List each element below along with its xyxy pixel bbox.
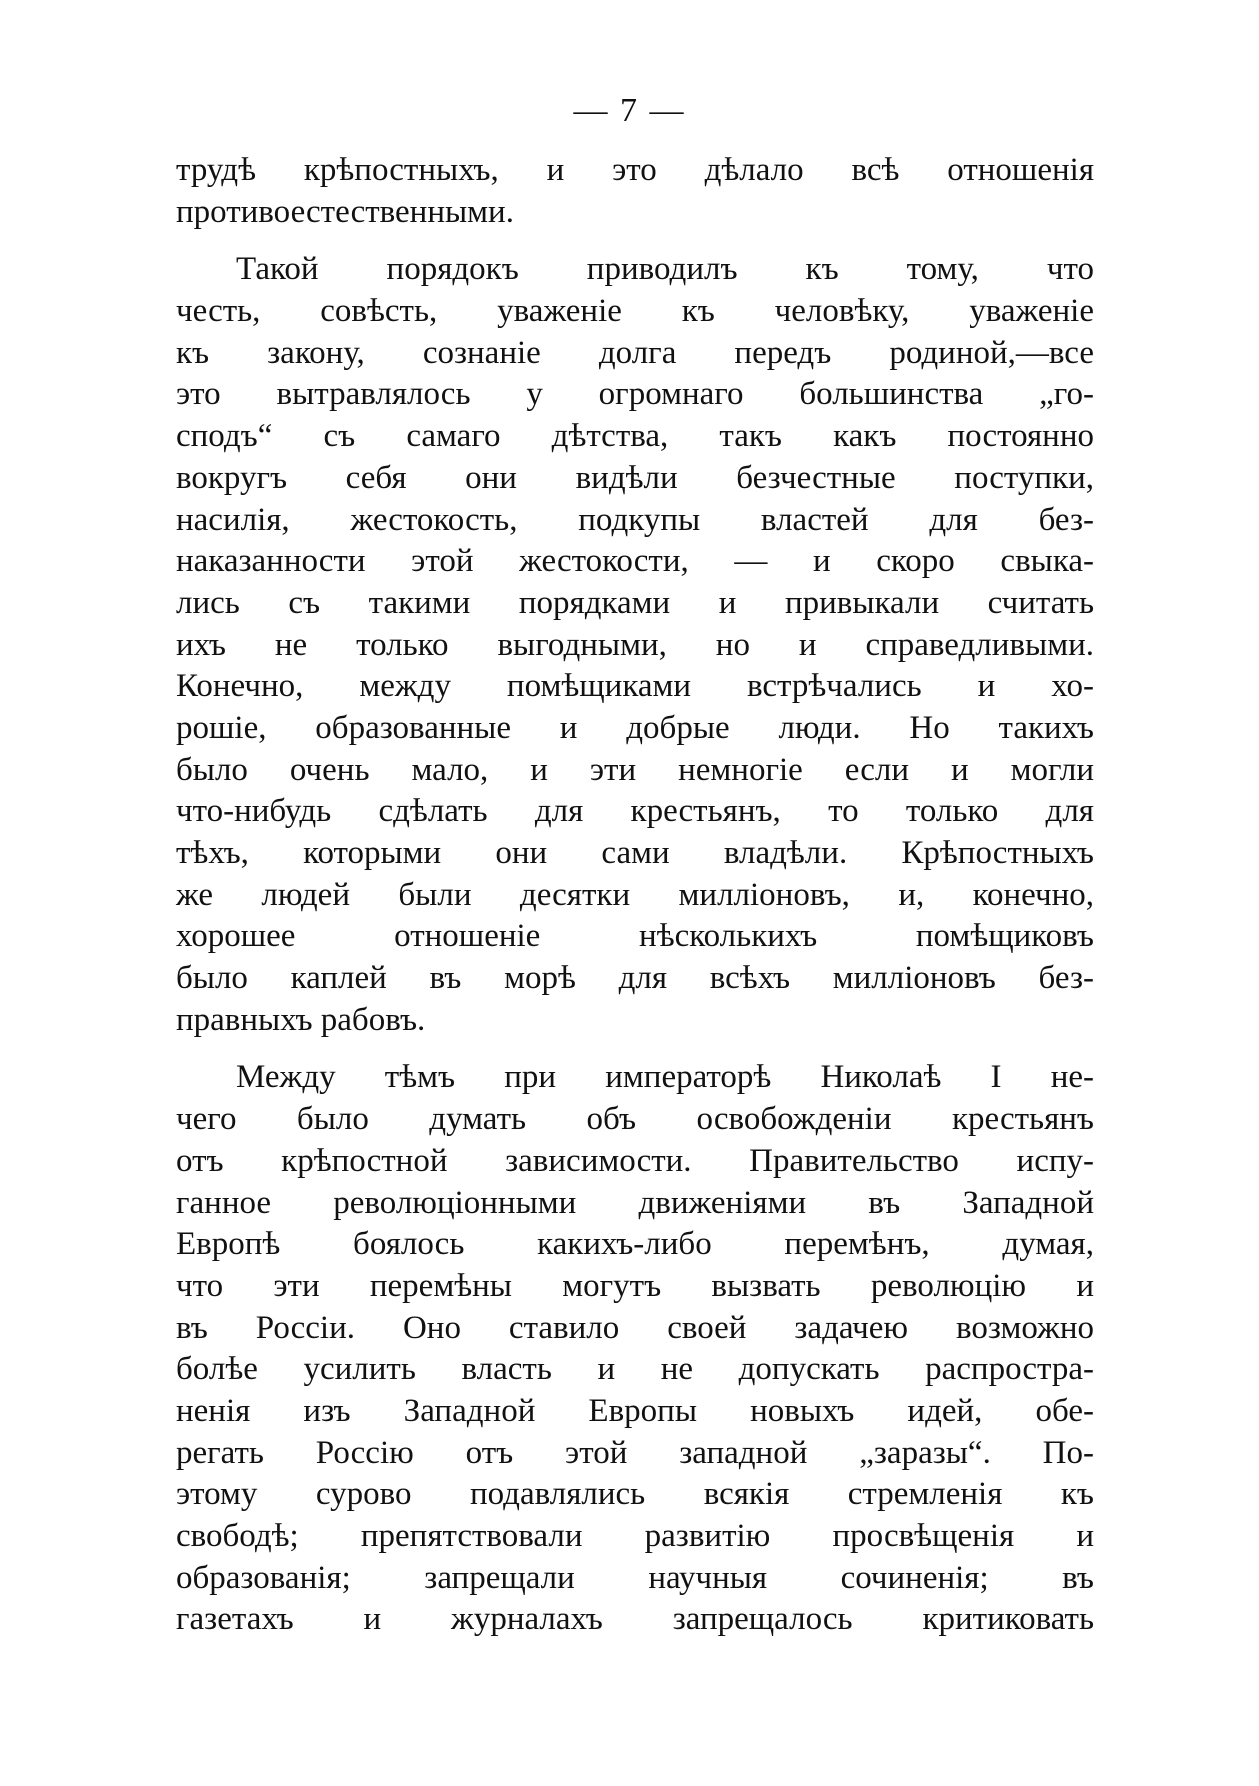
text-line: свободѣ; препятствовали развитію просвѣщенія и	[176, 1518, 1094, 1554]
body-text	[176, 150, 1094, 1641]
text-line: отъ крѣпостной зависимости. Правительство испу-	[176, 1142, 1094, 1179]
text-line: чего было думать объ освобожденіи крестьянъ	[176, 1101, 1094, 1138]
text-line: ганное революціонными движеніями въ Западной	[176, 1184, 1094, 1221]
text-line: болѣе усилить власть и не допускать распростра-	[176, 1351, 1094, 1388]
text-line: хорошее отношеніе нѣсколькихъ помѣщиковъ	[176, 918, 1094, 955]
text-line: честь, совѣсть, уваженіе къ человѣку, уваженіе	[176, 293, 1094, 330]
text-line: регать Россію отъ этой западной „заразы“. По-	[176, 1434, 1094, 1471]
text-line: правныхъ рабовъ.	[176, 1001, 426, 1038]
text-line: рошіе, образованные и добрые люди. Но такихъ	[176, 709, 1094, 746]
text-line: что-нибудь сдѣлать для крестьянъ, то только для	[176, 793, 1094, 830]
text-line: Конечно, между помѣщиками встрѣчались и хо-	[176, 668, 1094, 705]
text-line: трудѣ крѣпостныхъ, и это дѣлало всѣ отношенія	[176, 152, 1094, 188]
page-number: — 7 —	[573, 92, 686, 129]
text-line: было каплей въ морѣ для всѣхъ милліоновъ без-	[176, 960, 1094, 997]
paragraph	[176, 1057, 1094, 1641]
text-line: было очень мало, и эти немногіе если и могли	[176, 751, 1094, 788]
text-line: ненія изъ Западной Европы новыхъ идей, обе-	[176, 1392, 1094, 1429]
text-line: противоестественными.	[176, 193, 514, 230]
text-line: въ Россіи. Оно ставило своей задачею возможно	[176, 1309, 1094, 1346]
text-line: ихъ не только выгодными, но и справедливыми.	[176, 626, 1094, 663]
text-line: Между тѣмъ при императорѣ Николаѣ I не-	[236, 1059, 1094, 1096]
text-line: наказанности этой жестокости, — и скоро свыка-	[176, 543, 1094, 580]
text-line: насилія, жестокость, подкупы властей для без-	[176, 501, 1094, 538]
text-line: это вытравлялось у огромнаго большинства „го-	[176, 376, 1094, 413]
text-line: тѣхъ, которыми они сами владѣли. Крѣпостныхъ	[176, 835, 1094, 871]
text-line: газетахъ и журналахъ запрещалось критиковать	[176, 1601, 1094, 1638]
text-line: Европѣ боялось какихъ-либо перемѣнъ, думая,	[176, 1226, 1094, 1263]
text-line: что эти перемѣны могутъ вызвать революцію и	[176, 1267, 1094, 1304]
text-line: образованія; запрещали научныя сочиненія; въ	[176, 1559, 1094, 1596]
text-line: этому сурово подавлялись всякія стремленія къ	[176, 1476, 1094, 1513]
paragraph	[176, 249, 1094, 1041]
text-line: сподъ“ съ самаго дѣтства, такъ какъ постоянно	[176, 418, 1094, 455]
text-line: вокругъ себя они видѣли безчестные поступки,	[176, 459, 1094, 496]
paragraph	[176, 150, 1094, 233]
text-line: Такой порядокъ приводилъ къ тому, что	[236, 251, 1094, 288]
text-line: лись съ такими порядками и привыкали считать	[176, 584, 1094, 621]
text-line: же людей были десятки милліоновъ, и, конечно,	[176, 876, 1094, 913]
text-line: къ закону, сознаніе долга передъ родиной,—все	[176, 334, 1094, 371]
